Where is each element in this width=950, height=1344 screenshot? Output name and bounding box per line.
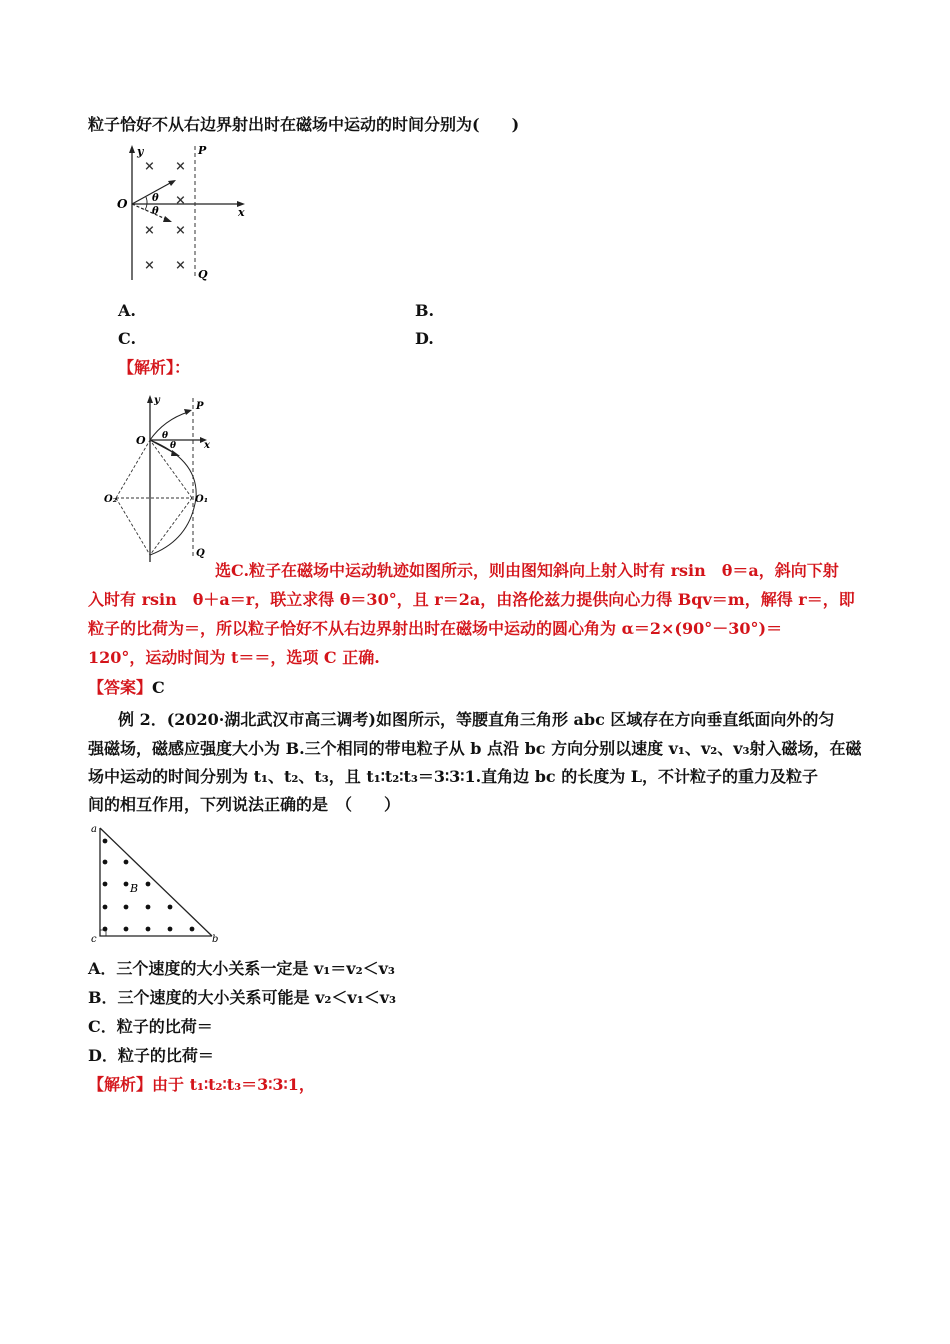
example-2-line-4: 间的相互作用，下列说法正确的是 （ ）: [88, 795, 401, 814]
option-d[interactable]: D.: [415, 329, 434, 348]
field-cross: ×: [144, 159, 155, 174]
fig2-x-label: x: [204, 440, 210, 451]
example-2-option-b[interactable]: B．三个速度的大小关系可能是 v₂＜v₁＜v₃: [88, 988, 397, 1007]
field-dot: [103, 882, 108, 887]
fig2-q-label: Q: [196, 548, 205, 559]
example-2-option-d[interactable]: D．粒子的比荷＝: [88, 1046, 214, 1065]
fig2-theta-lower: θ: [170, 441, 177, 451]
field-dot: [103, 927, 108, 932]
analysis-1-header: 【解析】：: [118, 358, 191, 377]
fig2-o1-label: O₁: [195, 494, 209, 505]
fig1-x-label: x: [238, 206, 245, 219]
analysis-2: [88, 1074, 315, 1096]
field-dot: [124, 882, 129, 887]
field-dot: [103, 905, 108, 910]
field-cross: ×: [144, 258, 155, 273]
option-c[interactable]: C.: [118, 329, 137, 348]
fig1-y-label: y: [137, 145, 144, 158]
option-a[interactable]: A.: [118, 301, 136, 320]
fig3-field-label: B: [130, 882, 139, 895]
analysis-1-line-2: 入时有 rsin θ＋a＝r，联立求得 θ＝30°，且 r＝2a，由洛伦兹力提供向心力得 Bqv＝m，解得 r＝，即: [88, 590, 855, 609]
figure-1-field-diagram: [112, 140, 262, 285]
field-dot: [124, 927, 129, 932]
fig2-theta-upper: θ: [162, 431, 169, 441]
field-dot: [146, 927, 151, 932]
fig2-p-label: P: [196, 401, 204, 412]
fig1-theta-lower: θ: [152, 206, 159, 217]
answer-1: [88, 677, 165, 699]
option-b[interactable]: B.: [415, 301, 435, 320]
example-2-line-1: 例 2．(2020·湖北武汉市高三调考)如图所示，等腰直角三角形 abc 区域存在方向垂直纸面向外的匀: [118, 710, 835, 729]
analysis-1-line-3: 粒子的比荷为＝，所以粒子恰好不从右边界射出时在磁场中运动的圆心角为 α＝2×(90°－30°)＝: [88, 619, 783, 638]
fig1-theta-upper: θ: [152, 193, 159, 204]
analysis-1-line-1: 选C.粒子在磁场中运动轨迹如图所示，则由图知斜向上射入时有 rsin θ＝a，斜向下射: [215, 561, 839, 580]
example-2-option-a[interactable]: A．三个速度的大小关系一定是 v₁＝v₂＜v₃: [88, 959, 395, 978]
question-1-stem: 粒子恰好不从右边界射出时在磁场中运动的时间分别为( ): [88, 115, 520, 134]
figure-2-trajectory-diagram: [104, 390, 224, 568]
fig3-a-label: a: [91, 824, 97, 835]
field-dot: [146, 882, 151, 887]
field-cross: ×: [175, 223, 186, 238]
fig1-origin-label: O: [117, 197, 128, 211]
field-dot: [124, 860, 129, 865]
analysis-1-line-4: 120°，运动时间为 t＝＝，选项 C 正确.: [88, 648, 380, 667]
answer-label: 【答案】: [88, 678, 153, 697]
field-dot: [146, 905, 151, 910]
answer-value: C: [152, 678, 165, 697]
example-2-option-c[interactable]: C．粒子的比荷＝: [88, 1017, 213, 1036]
field-dot: [124, 905, 129, 910]
fig1-q-label: Q: [198, 268, 208, 281]
field-cross: ×: [144, 223, 155, 238]
analysis-2-text: 由于 t₁∶t₂∶t₃＝3∶3∶1，: [152, 1075, 315, 1094]
fig1-p-label: P: [198, 144, 207, 157]
field-dot: [190, 927, 195, 932]
field-dot: [103, 839, 108, 844]
fig2-o2-label: O₂: [104, 494, 118, 505]
field-cross: ×: [175, 258, 186, 273]
field-dot: [168, 927, 173, 932]
analysis-2-label: 【解析】: [88, 1075, 153, 1094]
fig2-y-label: y: [154, 395, 160, 406]
fig2-origin-label: O: [136, 434, 146, 447]
example-2-line-2: 强磁场，磁感应强度大小为 B.三个相同的带电粒子从 b 点沿 bc 方向分别以速度 v₁、v₂、v₃射入磁场，在磁: [88, 739, 862, 758]
fig3-b-label: b: [212, 934, 219, 945]
field-cross: ×: [175, 193, 186, 208]
fig3-c-label: c: [91, 934, 97, 945]
field-cross: ×: [175, 159, 186, 174]
example-2-line-3: 场中运动的时间分别为 t₁、t₂、t₃，且 t₁∶t₂∶t₃＝3∶3∶1.直角边 bc 的长度为 L，不计粒子的重力及粒子: [88, 767, 819, 786]
field-dot: [103, 860, 108, 865]
field-dot: [168, 905, 173, 910]
figure-3-triangle-field: [88, 820, 228, 945]
